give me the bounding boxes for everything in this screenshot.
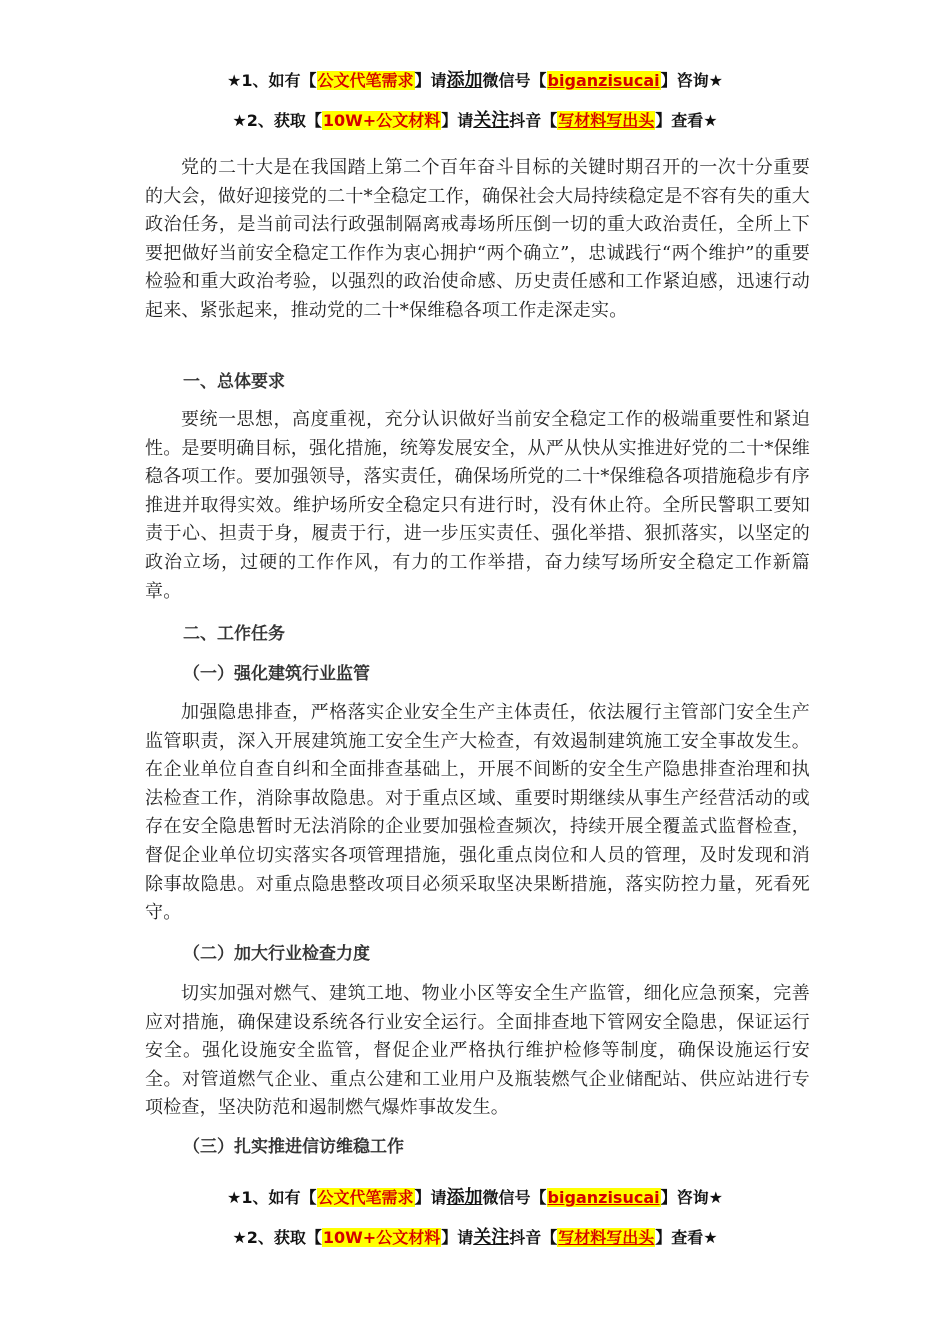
subsection-heading-construction: （一）强化建筑行业监管 — [183, 664, 370, 684]
promo-banner-bottom-line-1 — [0, 1187, 950, 1209]
promo-banner-line-1 — [0, 70, 950, 92]
banner-text: 】查看★ — [655, 1228, 718, 1247]
banner-text: 】请 — [414, 1188, 447, 1207]
banner-text: ★1、如有【 — [227, 71, 317, 90]
subsection-3 — [145, 1133, 810, 1161]
section-1-paragraph: 要统一思想，高度重视，充分认识做好当前安全稳定工作的极端重要性和紧迫性。是要明确目标，强化措施，统筹发展安全，从严从快从实推进好党的二十*保维稳各项工作。要加强领导，落实责任，确保场所党的二十*保维稳各项措施稳步有序推进并取得实效。维护场所安全稳定只有进行时，没有休止符。全所民警职工要知责于心、担责于身，履责于行，进一步压实责任、强化举措、狠抓落实，以坚定的政治立场，过硬的工作作风，有力的工作举措，奋力续写场所安全稳定工作新篇章。 — [145, 409, 810, 602]
emphasis-follow: 关注 — [473, 110, 510, 131]
subsection-2-body — [145, 980, 810, 1123]
emphasis-add: 添加 — [446, 1187, 483, 1208]
banner-text: 】查看★ — [655, 111, 718, 130]
section-2 — [145, 620, 810, 648]
section-1 — [145, 368, 810, 396]
banner-text: 】请 — [441, 1228, 474, 1247]
banner-text: ★1、如有【 — [227, 1188, 317, 1207]
banner-text: 微信号【 — [482, 1188, 547, 1207]
banner-text: 】请 — [441, 111, 474, 130]
section-heading-general-requirements: 一、总体要求 — [183, 372, 285, 392]
banner-text: ★2、获取【 — [232, 1228, 322, 1247]
subsection-1 — [145, 660, 810, 688]
subsection-heading-petition: （三）扎实推进信访维稳工作 — [183, 1137, 404, 1157]
section-heading-work-tasks: 二、工作任务 — [183, 624, 285, 644]
banner-text: ★2、获取【 — [232, 111, 322, 130]
banner-text: 】请 — [414, 71, 447, 90]
wechat-id[interactable]: biganzisucai — [547, 71, 660, 90]
subsection-heading-inspection: （二）加大行业检查力度 — [183, 944, 370, 964]
banner-text: 】咨询★ — [660, 71, 723, 90]
banner-text: 抖音【 — [509, 1228, 558, 1247]
highlight-materials: 10W+公文材料 — [322, 111, 441, 130]
banner-text: 】咨询★ — [660, 1188, 723, 1207]
emphasis-follow: 关注 — [473, 1227, 510, 1248]
section-1-body — [145, 406, 810, 606]
banner-text: 抖音【 — [509, 111, 558, 130]
douyin-account[interactable]: 写材料写出头 — [558, 1228, 655, 1247]
highlight-materials: 10W+公文材料 — [322, 1228, 441, 1247]
highlight-ghostwriting: 公文代笔需求 — [317, 71, 414, 90]
subsection-1-body — [145, 699, 810, 928]
emphasis-add: 添加 — [446, 70, 483, 91]
intro-block — [145, 154, 810, 326]
wechat-id[interactable]: biganzisucai — [547, 1188, 660, 1207]
promo-banner-bottom-line-2 — [0, 1227, 950, 1249]
intro-paragraph: 党的二十大是在我国踏上第二个百年奋斗目标的关键时期召开的一次十分重要的大会，做好迎接党的二十*全稳定工作，确保社会大局持续稳定是不容有失的重大政治任务，是当前司法行政强制隔离戒毒场所压倒一切的重大政治责任，全所上下要把做好当前安全稳定工作作为衷心拥护“两个确立”，忠诚践行“两个维护”的重要检验和重大政治考验，以强烈的政治使命感、历史责任感和工作紧迫感，迅速行动起来、紧张起来，推动党的二十*保维稳各项工作走深走实。 — [145, 157, 810, 321]
subsection-2 — [145, 940, 810, 968]
douyin-account[interactable]: 写材料写出头 — [558, 111, 655, 130]
subsection-1-paragraph: 加强隐患排查，严格落实企业安全生产主体责任，依法履行主管部门安全生产监管职责，深入开展建筑施工安全生产大检查，有效遏制建筑施工安全事故发生。在企业单位自查自纠和全面排查基础上，开展不间断的安全生产隐患排查治理和执法检查工作，消除事故隐患。对于重点区域、重要时期继续从事生产经营活动的或存在安全隐患暂时无法消除的企业要加强检查频次，持续开展全覆盖式监督检查，督促企业单位切实落实各项管理措施，强化重点岗位和人员的管理，及时发现和消除事故隐患。对重点隐患整改项目必须采取坚决果断措施，落实防控力量，死看死守。 — [145, 702, 810, 924]
promo-banner-line-2 — [0, 110, 950, 132]
subsection-2-paragraph: 切实加强对燃气、建筑工地、物业小区等安全生产监管，细化应急预案，完善应对措施，确保建设系统各行业安全运行。全面排查地下管网安全隐患，保证运行安全。强化设施安全监管，督促企业严格执行维护检修等制度，确保设施运行安全。对管道燃气企业、重点公建和工业用户及瓶装燃气企业储配站、供应站进行专项检查，坚决防范和遏制燃气爆炸事故发生。 — [145, 983, 810, 1119]
banner-text: 微信号【 — [482, 71, 547, 90]
highlight-ghostwriting: 公文代笔需求 — [317, 1188, 414, 1207]
